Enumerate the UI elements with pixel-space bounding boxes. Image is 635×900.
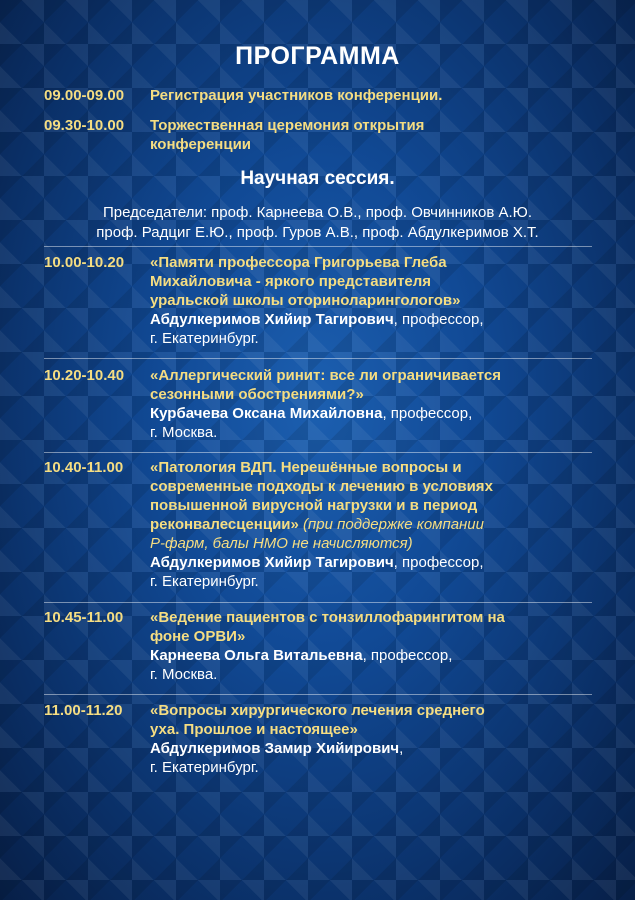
talk-topic: «Аллергический ринит: все ли ограничивается: [150, 367, 501, 384]
schedule-text: конференции: [150, 136, 252, 153]
talk-city: г. Екатеринбург.: [150, 330, 259, 347]
talk-speaker-role: , профессор,: [393, 311, 484, 328]
talk-topic: «Патология ВДП. Нерешённые вопросы и: [150, 459, 462, 476]
talk-speaker: Абдулкеримов Хийир Тагирович: [150, 311, 394, 328]
talk-time: 10.00-10.20: [44, 254, 125, 271]
page-title: ПРОГРАММА: [235, 42, 400, 70]
talk-city: г. Екатеринбург.: [150, 759, 259, 776]
talk-topic: современные подходы к лечению в условиях: [150, 478, 493, 495]
talk-speaker: Курбачева Оксана Михайловна: [150, 405, 383, 422]
talk-speaker: Абдулкеримов Хийир Тагирович: [150, 554, 394, 571]
session-title: Научная сессия.: [240, 168, 395, 189]
talk-topic: «Памяти профессора Григорьева Глеба: [150, 254, 447, 271]
chairs-line: проф. Радциг Е.Ю., проф. Гуров А.В., проф. Абдулкеримов Х.Т.: [96, 224, 539, 241]
talk-topic: Михайловича - яркого представителя: [150, 273, 432, 290]
talk-speaker-role: ,: [399, 740, 404, 757]
talk-speaker: Карнеева Ольга Витальевна: [150, 647, 363, 664]
talk-speaker: Абдулкеримов Замир Хийирович: [150, 740, 400, 757]
divider: [44, 694, 592, 695]
talk-topic: уха. Прошлое и настоящее»: [150, 721, 358, 738]
talk-topic: уральской школы оториноларингологов»: [150, 292, 461, 309]
talk-note: Р-фарм, балы НМО не начисляются): [150, 535, 413, 552]
talk-topic: сезонными обострениями?»: [150, 386, 364, 403]
schedule-text: Торжественная церемония открытия: [150, 117, 425, 134]
talk-topic: фоне ОРВИ»: [150, 628, 246, 645]
talk-time: 11.00-11.20: [44, 702, 123, 719]
divider: [44, 246, 592, 247]
talk-note: (при поддержке компании: [298, 516, 484, 533]
divider: [44, 602, 592, 603]
talk-time: 10.20-10.40: [44, 367, 125, 384]
divider: [44, 358, 592, 359]
talk-speaker-role: , профессор,: [362, 647, 453, 664]
talk-city: г. Екатеринбург.: [150, 573, 259, 590]
talk-topic: реконвалесценции»: [150, 516, 299, 533]
session-chairs: [0, 203, 635, 243]
schedule-time: 09.30-10.00: [44, 117, 125, 134]
divider: [44, 452, 592, 453]
talk-speaker-role: , профессор,: [382, 405, 473, 422]
talk-topic: «Ведение пациентов с тонзиллофарингитом на: [150, 609, 505, 626]
schedule-text: Регистрация участников конференции.: [150, 87, 443, 104]
talk-speaker-role: , профессор,: [393, 554, 484, 571]
talk-city: г. Москва.: [150, 424, 218, 441]
talk-city: г. Москва.: [150, 666, 218, 683]
talk-time: 10.40-11.00: [44, 459, 124, 476]
talk-topic: повышенной вирусной нагрузки и в период: [150, 497, 478, 514]
talk-time: 10.45-11.00: [44, 609, 124, 626]
schedule-time: 09.00-09.00: [44, 87, 125, 104]
talk-topic: «Вопросы хирургического лечения среднего: [150, 702, 485, 719]
chairs-line: Председатели: проф. Карнеева О.В., проф. Овчинников А.Ю.: [103, 204, 532, 221]
